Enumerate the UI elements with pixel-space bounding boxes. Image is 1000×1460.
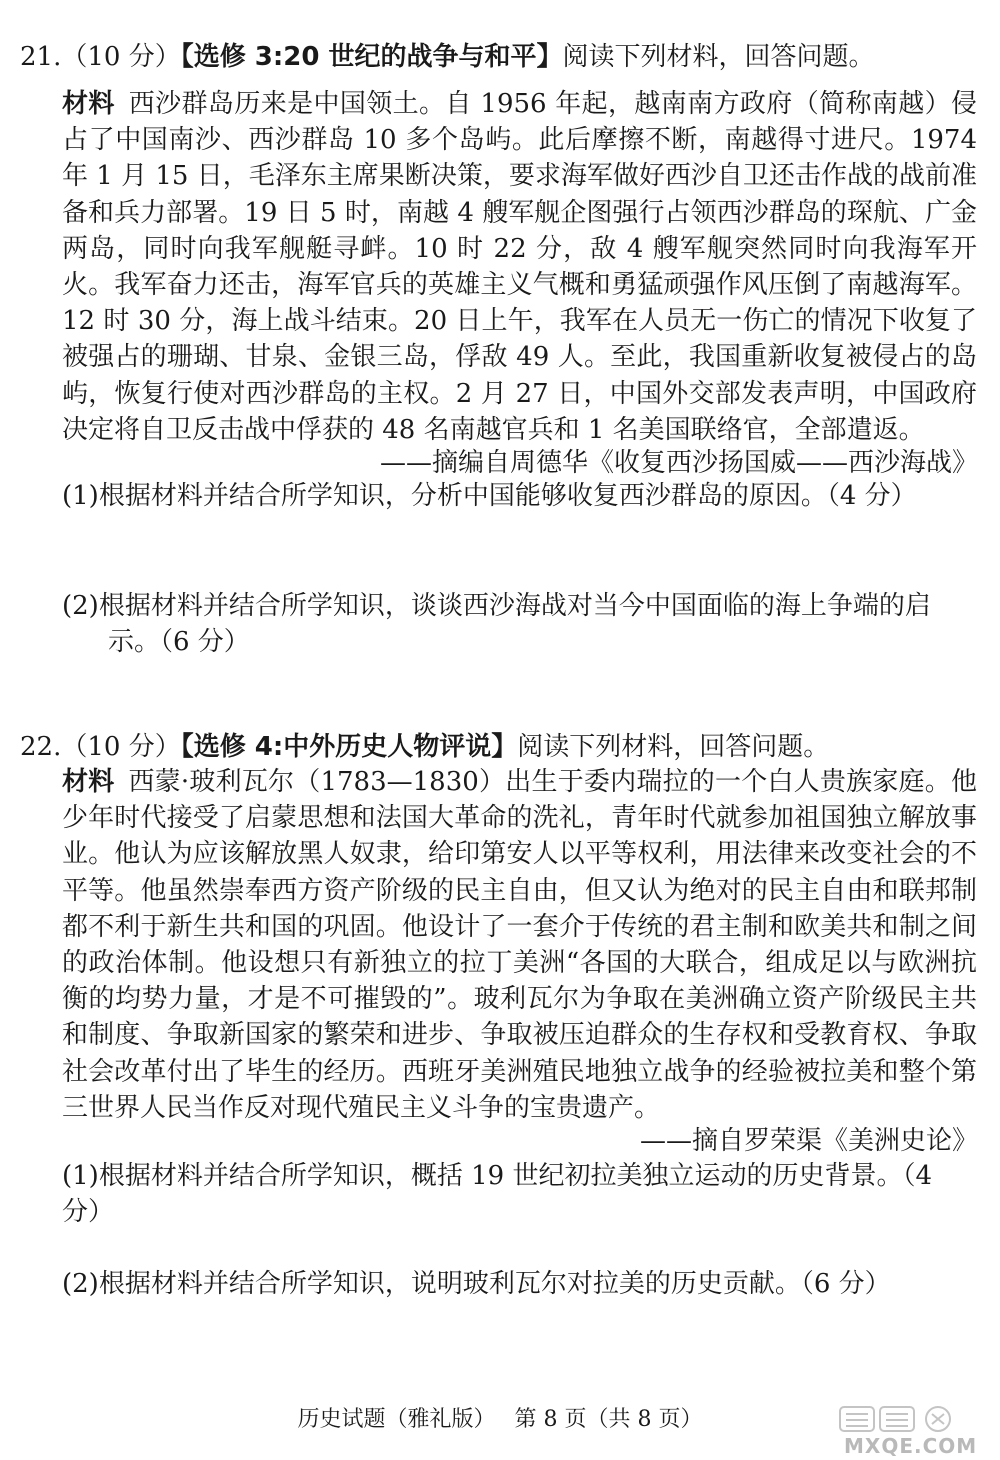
question-22-module: 【选修 4:中外历史人物评说】 (180, 732, 518, 762)
footer-page-number: 第 8 页（共 8 页） (514, 1407, 703, 1432)
question-22-sub1: (1)根据材料并结合所学知识，概括 19 世纪初拉美独立运动的历史背景。（4 分） (62, 1161, 932, 1227)
question-21-material (62, 86, 977, 448)
question-22-source: ——摘自罗荣渠《美洲史论》 (639, 1126, 978, 1156)
question-21-sub2-line2: 示。（6 分） (108, 627, 250, 657)
question-21-sub2 (62, 588, 977, 660)
question-21-material-text: 西沙群岛历来是中国领土。自 1956 年起，越南南方政府（简称南越）侵占了中国南沙、西沙群岛 10 多个岛屿。此后摩擦不断，南越得寸进尺。1974 年 1 月 15 日，毛泽东主席果断决策，要求海军做好西沙自卫还击作战的战前准备和兵力部署。19 日 5 时，南越 4 艘军舰企图强行占领西沙群岛的琛航、广金两岛，同时向我军舰艇寻衅。10 时 22 分，敌 4 艘军舰突然同时向我海军开火。我军奋力还击，海军官兵的英雄主义气概和勇猛顽强作风压倒了南越海军。12 时 30 分，海上战斗结束。20 日上午，我军在人员无一伤亡的情况下收复了被强占的珊瑚、甘泉、金银三岛，俘敌 49 人。至此，我国重新收复被侵占的岛屿，恢复行使对西沙群岛的主权。2 月 27 日，中国外交部发表声明，中国政府决定将自卫反击战中俘获的 48 名南越官兵和 1 名美国联络官，全部遣返。 (62, 89, 977, 445)
question-22-heading (20, 730, 980, 764)
watermark-logo (838, 1404, 988, 1456)
footer-subject: 历史试题（雅礼版） (297, 1407, 496, 1432)
question-21-instruction: 阅读下列材料，回答问题。 (562, 42, 875, 72)
question-21-module: 【选修 3:20 世纪的战争与和平】 (180, 42, 563, 72)
question-21-source: ——摘编自周德华《收复西沙扬国威——西沙海战》 (379, 448, 978, 478)
watermark-url: MXQE.COM (844, 1434, 978, 1458)
watermark-logo-icon (838, 1404, 988, 1434)
question-22-number: 22.（10 分） (20, 732, 181, 762)
question-22-instruction: 阅读下列材料，回答问题。 (517, 732, 830, 762)
question-21-number: 21.（10 分） (20, 42, 181, 72)
question-22-material-text: 西蒙·玻利瓦尔（1783—1830）出生于委内瑞拉的一个白人贵族家庭。他少年时代接受了启蒙思想和法国大革命的洗礼，青年时代就参加祖国独立解放事业。他认为应该解放黑人奴隶，给印第安人以平等权利，用法律来改变社会的不平等。他虽然崇奉西方资产阶级的民主自由，但又认为绝对的民主自由和联邦制都不利于新生共和国的巩固。他设计了一套介于传统的君主制和欧美共和制之间的政治体制。他设想只有新独立的拉丁美洲“各国的大联合，组成足以与欧洲抗衡的均势力量，才是不可摧毁的”。玻利瓦尔为争取在美洲确立资产阶级民主共和制度、争取新国家的繁荣和进步、争取被压迫群众的生存权和受教育权、争取社会改革付出了毕生的经历。西班牙美洲殖民地独立战争的经验被拉美和整个第三世界人民当作反对现代殖民主义斗争的宝贵遗产。 (62, 767, 977, 1123)
question-22-sub2: (2)根据材料并结合所学知识，说明玻利瓦尔对拉美的历史贡献。（6 分） (62, 1269, 891, 1299)
material-label: 材料 (62, 89, 115, 119)
question-21-heading (20, 40, 980, 74)
material-label: 材料 (62, 767, 115, 797)
question-21-sub2-line1: (2)根据材料并结合所学知识，谈谈西沙海战对当今中国面临的海上争端的启 (62, 591, 931, 621)
question-22-material (62, 764, 977, 1126)
question-21-sub1: (1)根据材料并结合所学知识，分析中国能够收复西沙群岛的原因。（4 分） (62, 481, 917, 511)
